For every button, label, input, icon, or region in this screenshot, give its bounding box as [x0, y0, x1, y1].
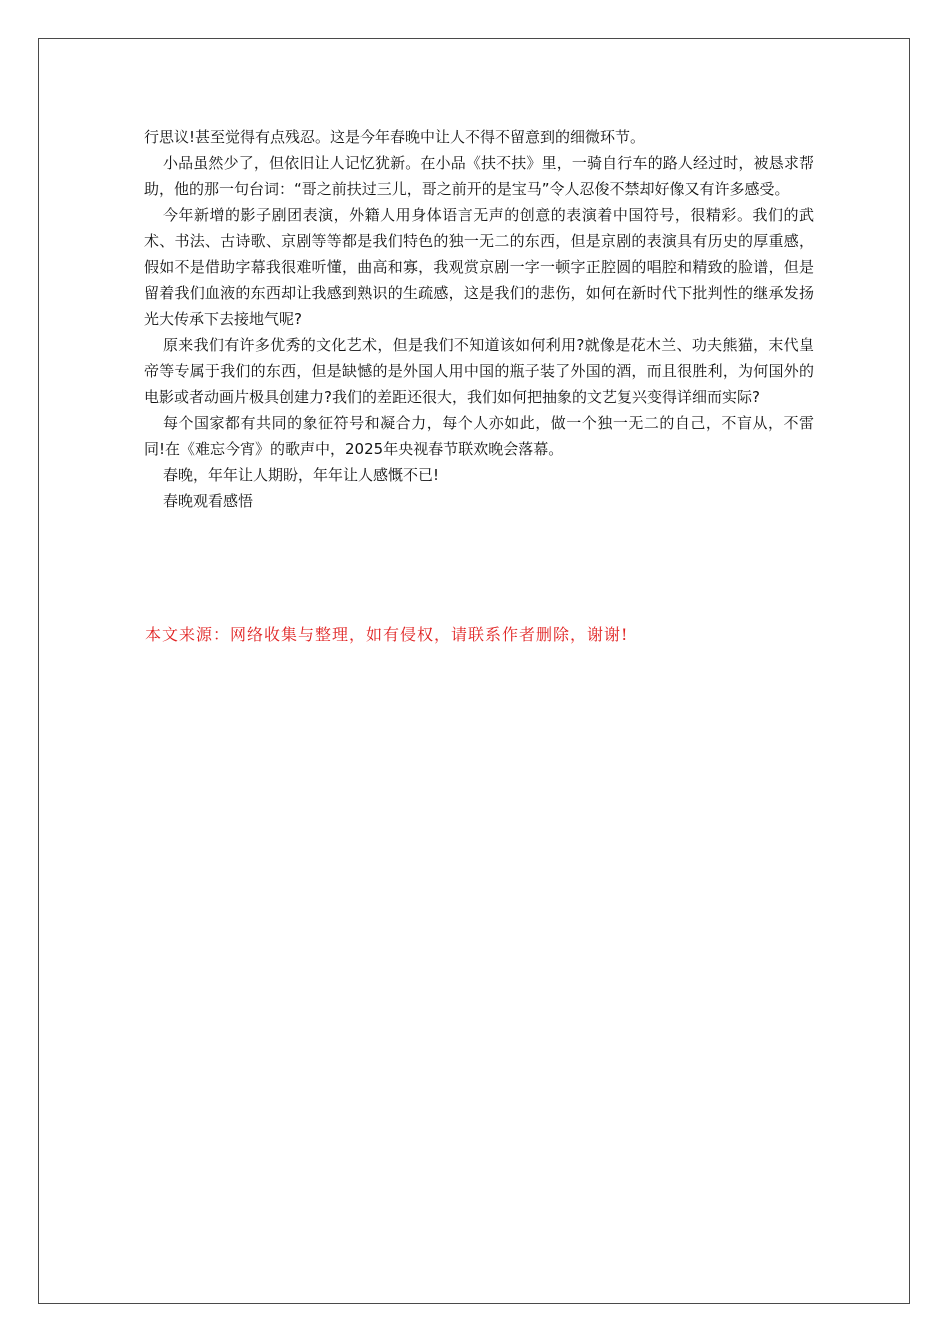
paragraph-symbols: 每个国家都有共同的象征符号和凝合力，每个人亦如此，做一个独一无二的自己，不盲从，不雷同!在《难忘今宵》的歌声中，2025年央视春节联欢晚会落幕。: [144, 414, 814, 458]
paragraph-shadow-theater: 今年新增的影子剧团表演，外籍人用身体语言无声的创意的表演着中国符号，很精彩。我们的武术、书法、古诗歌、京剧等等都是我们特色的独一无二的东西，但是京剧的表演具有历史的厚重感，假如不是借助字幕我很难听懂，曲高和寡，我观赏京剧一字一顿字正腔圆的唱腔和精致的脸谱，但是留着我们血液的东西却让我感到熟识的生疏感，这是我们的悲伤，如何在新时代下批判性的继承发扬光大传承下去接地气呢?: [144, 206, 814, 328]
paragraph-continuation: 行思议!甚至觉得有点残忍。这是今年春晚中让人不得不留意到的细微环节。: [144, 128, 646, 146]
paragraph-closing: 春晚，年年让人期盼，年年让人感慨不已!: [163, 466, 440, 484]
paragraph-culture: 原来我们有许多优秀的文化艺术，但是我们不知道该如何利用?就像是花木兰、功夫熊猫，末代皇帝等专属于我们的东西，但是缺憾的是外国人用中国的瓶子装了外国的酒，而且很胜利，为何国外的电影或者动画片极具创建力?我们的差距还很大，我们如何把抽象的文艺复兴变得详细而实际?: [144, 336, 814, 406]
paragraph-title-line: 春晚观看感悟: [163, 492, 254, 510]
source-note: 本文来源：网络收集与整理，如有侵权，请联系作者删除，谢谢!: [145, 625, 629, 644]
document-body: [144, 124, 814, 514]
paragraph-sketch: 小品虽然少了，但依旧让人记忆犹新。在小品《扶不扶》里，一骑自行车的路人经过时，被恳求帮助，他的那一句台词：“哥之前扶过三儿，哥之前开的是宝马”令人忍俊不禁却好像又有许多感受。: [144, 154, 814, 198]
